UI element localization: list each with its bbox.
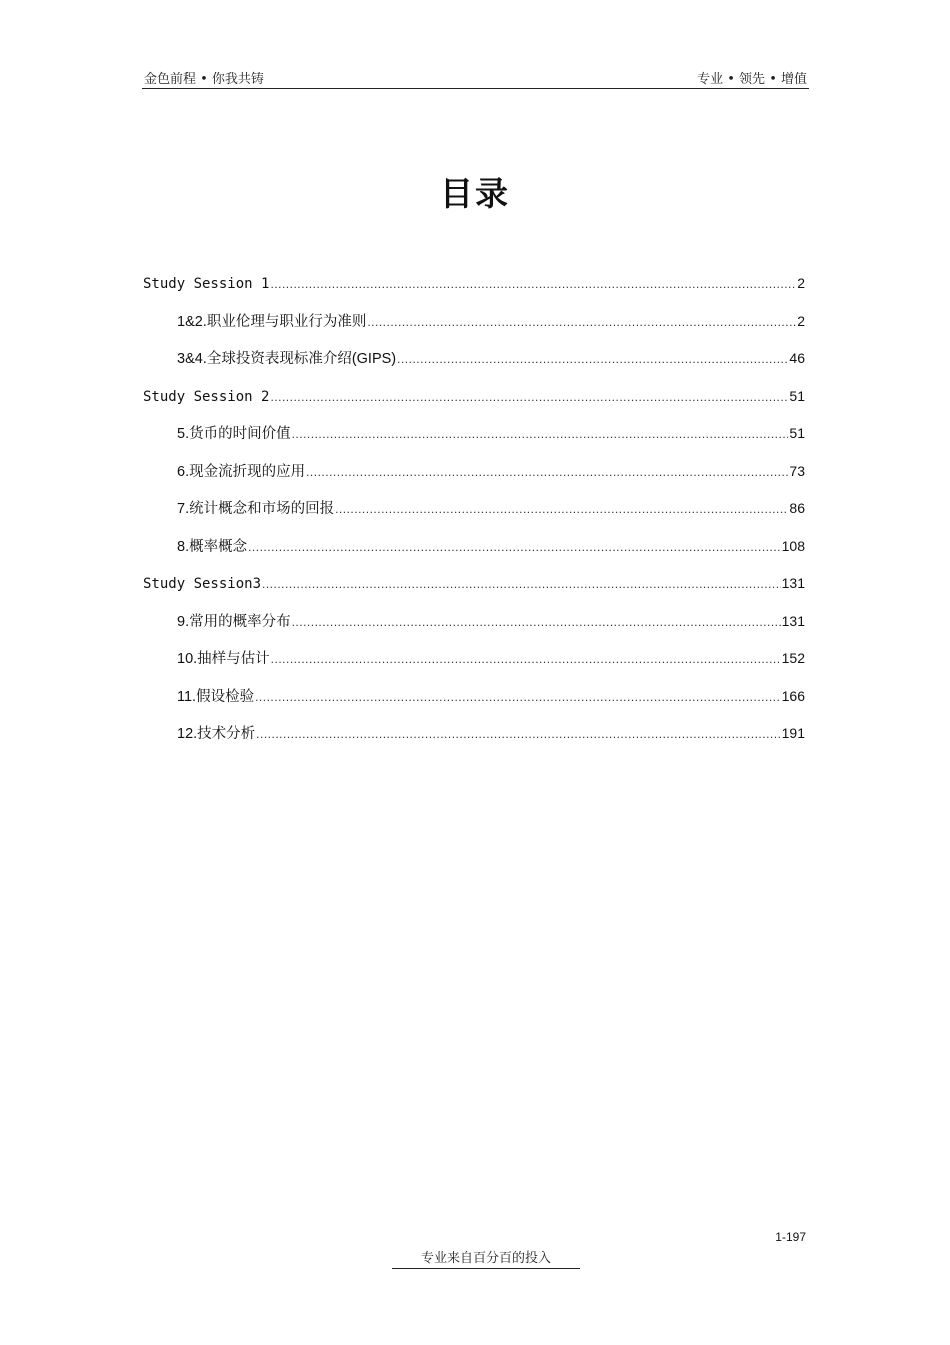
toc-dot-leader — [367, 312, 796, 332]
toc-entry-page: 46 — [789, 350, 805, 366]
toc-entry-label: 3&4.全球投资表现标准介绍(GIPS) — [177, 351, 397, 367]
toc-dot-leader — [306, 462, 788, 482]
toc-entry-page: 86 — [789, 500, 805, 516]
toc-entry-page: 73 — [789, 462, 805, 479]
toc-entry[interactable] — [177, 686, 805, 706]
header-right-slogan: 专业 • 领先 • 增值 — [697, 72, 807, 87]
toc-entry-label: 7.统计概念和市场的回报 — [177, 501, 335, 517]
header-left-slogan: 金色前程 • 你我共铸 — [144, 72, 264, 87]
toc-dot-leader — [335, 499, 788, 519]
toc-entry[interactable] — [143, 386, 805, 406]
toc-dot-leader — [262, 574, 781, 594]
toc-dot-leader — [270, 387, 788, 407]
toc-entry[interactable] — [143, 273, 805, 293]
toc-entry[interactable] — [177, 461, 805, 481]
toc-entry-label: Study Session3 — [143, 576, 262, 592]
toc-entry-page: 108 — [781, 537, 805, 554]
toc-entry[interactable] — [177, 648, 805, 668]
toc-entry[interactable] — [177, 536, 805, 556]
toc-entry[interactable] — [177, 723, 805, 743]
toc-entry-label: 8.概率概念 — [177, 538, 248, 555]
toc-entry-page: 2 — [797, 312, 805, 329]
toc-dot-leader — [256, 724, 780, 744]
toc-entry-page: 131 — [781, 612, 805, 629]
page-title: 目录 — [440, 174, 510, 213]
toc-dot-leader — [255, 687, 781, 707]
toc-entry-label: 11.假设检验 — [177, 688, 255, 705]
toc-entry-page: 131 — [781, 575, 805, 591]
toc-dot-leader — [292, 424, 789, 444]
toc-entry-page: 51 — [789, 425, 805, 441]
toc-entry-label: Study Session 1 — [143, 276, 270, 292]
toc-dot-leader — [397, 349, 788, 369]
toc-entry-label: 6.现金流折现的应用 — [177, 463, 306, 480]
toc-entry[interactable] — [177, 348, 805, 368]
toc-entry-page: 152 — [781, 650, 805, 666]
page-header — [142, 66, 809, 89]
toc-entry-label: 5.货币的时间价值 — [177, 426, 291, 442]
toc-entry[interactable] — [143, 573, 805, 593]
toc-entry-page: 191 — [781, 725, 805, 741]
toc-entry-label: 10.抽样与估计 — [177, 651, 270, 667]
toc-entry-label: 1&2.职业伦理与职业行为准则 — [177, 313, 367, 330]
toc-entry[interactable] — [177, 611, 805, 631]
toc-entry[interactable] — [177, 423, 805, 443]
toc-dot-leader — [271, 649, 781, 669]
toc-dot-leader — [248, 537, 781, 557]
toc-entry-page: 2 — [797, 275, 805, 291]
page-number: 1-197 — [775, 1230, 806, 1244]
toc-entry-label: 12.技术分析 — [177, 726, 256, 742]
toc-entry-label: Study Session 2 — [143, 388, 270, 405]
toc-dot-leader — [292, 612, 781, 632]
toc-entry[interactable] — [177, 498, 805, 518]
page-footer: 专业来自百分百的投入 — [392, 1247, 580, 1269]
toc-entry-label: 9.常用的概率分布 — [177, 613, 291, 630]
toc-entry-page: 166 — [781, 687, 805, 704]
toc-entry[interactable] — [177, 311, 805, 331]
toc-dot-leader — [270, 274, 796, 294]
toc-entry-page: 51 — [789, 387, 805, 404]
